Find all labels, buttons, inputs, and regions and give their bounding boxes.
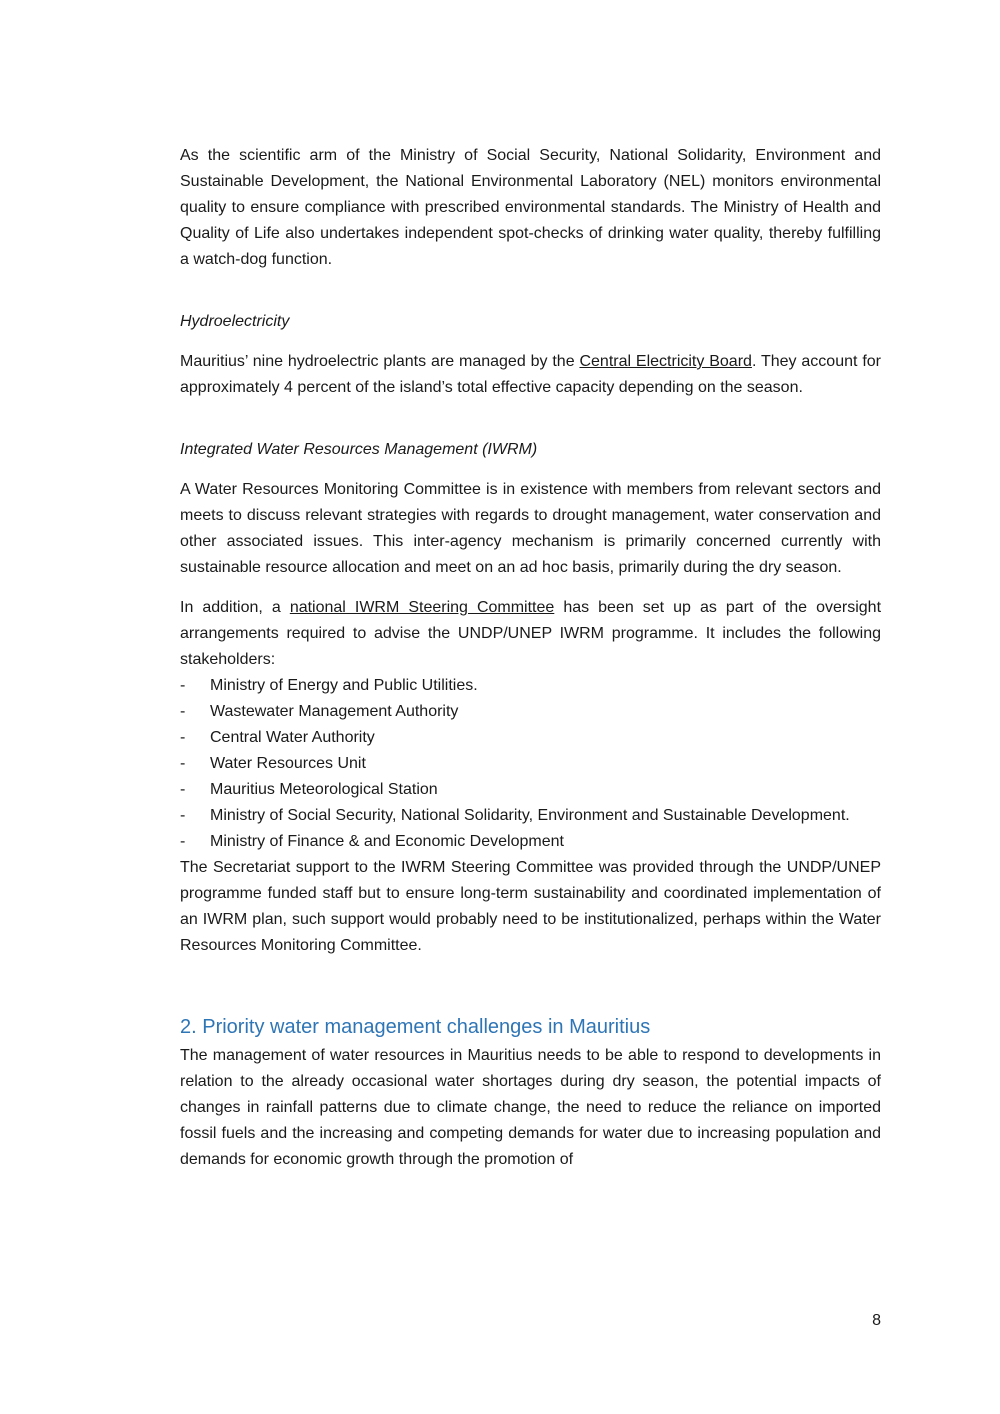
- list-dash: -: [180, 833, 186, 850]
- hydro-text-before: Mauritius’ nine hydroelectric plants are managed by the: [180, 353, 580, 370]
- iwrm-para2-before: In addition, a: [180, 599, 290, 616]
- hydroelectricity-paragraph: [180, 349, 881, 401]
- page-number: 8: [872, 1312, 881, 1329]
- list-dash: -: [180, 781, 186, 798]
- stakeholder-text: Ministry of Finance & and Economic Development: [210, 833, 564, 850]
- section-2-paragraph: The management of water resources in Mauritius needs to be able to respond to developments in relation to the already occasional water shortages during dry season, the potential impacts of changes in rainfall patterns due to climate change, the need to reduce the reliance on imported fossil fuels and the increasing and competing demands for water due to increasing population and demands for economic growth through the promotion of: [180, 1047, 881, 1168]
- stakeholder-text: Central Water Authority: [210, 729, 375, 746]
- iwrm-steering-committee-link[interactable]: national IWRM Steering Committee: [289, 599, 555, 616]
- list-item: [180, 699, 881, 725]
- iwrm-paragraph-2: [180, 595, 881, 673]
- list-dash: -: [180, 677, 186, 694]
- stakeholder-text: Wastewater Management Authority: [210, 703, 459, 720]
- list-item: [180, 725, 881, 751]
- central-electricity-board-link[interactable]: Central Electricity Board: [579, 353, 752, 370]
- stakeholder-text: Water Resources Unit: [210, 755, 366, 772]
- intro-paragraph: As the scientific arm of the Ministry of Social Security, National Solidarity, Environment and Sustainable Development, the National Environmental Laboratory (NEL) monitors environmental quality to ensure compliance with prescribed environmental standards. The Ministry of Health and Quality of Life also undertakes independent spot-checks of drinking water quality, thereby fulfilling a watch-dog function.: [180, 147, 881, 268]
- hydro-text-after: . They account for approximately 4 percent of the island’s total effective capacity depending on the season.: [180, 353, 881, 396]
- iwrm-paragraph-1: A Water Resources Monitoring Committee is in existence with members from relevant sectors and meets to discuss relevant strategies with regards to drought management, water conservation and other associated issues. This inter-agency mechanism is primarily concerned currently with sustainable resource allocation and meet on an ad hoc basis, primarily during the dry season.: [180, 481, 881, 576]
- list-item: [180, 829, 881, 855]
- list-item: [180, 803, 881, 829]
- document-page: [180, 143, 881, 1173]
- iwrm-heading: Integrated Water Resources Management (IWRM): [180, 441, 538, 458]
- list-dash: -: [180, 755, 186, 772]
- stakeholder-text: Mauritius Meteorological Station: [210, 781, 438, 798]
- list-dash: -: [180, 729, 186, 746]
- list-dash: -: [180, 703, 186, 720]
- list-item: [180, 751, 881, 777]
- iwrm-paragraph-3: The Secretariat support to the IWRM Steering Committee was provided through the UNDP/UNEP programme funded staff but to ensure long-term sustainability and coordinated implementation of an IWRM plan, such support would probably need to be institutionalized, perhaps within the Water Resources Monitoring Committee.: [180, 859, 881, 954]
- iwrm-para2-after: has been set up as part of the oversight arrangements required to advise the UNDP/UNEP IWRM programme. It includes the following stakeholders:: [180, 599, 882, 668]
- stakeholder-text: Ministry of Energy and Public Utilities.: [210, 677, 478, 694]
- list-item: [180, 673, 881, 699]
- stakeholder-list: [180, 673, 881, 855]
- hydroelectricity-heading: Hydroelectricity: [180, 313, 290, 330]
- list-dash: -: [180, 807, 186, 824]
- list-item: [180, 777, 881, 803]
- stakeholder-text: Ministry of Social Security, National Solidarity, Environment and Sustainable Development.: [210, 807, 850, 824]
- section-2-heading: 2. Priority water management challenges in Mauritius: [180, 1016, 651, 1038]
